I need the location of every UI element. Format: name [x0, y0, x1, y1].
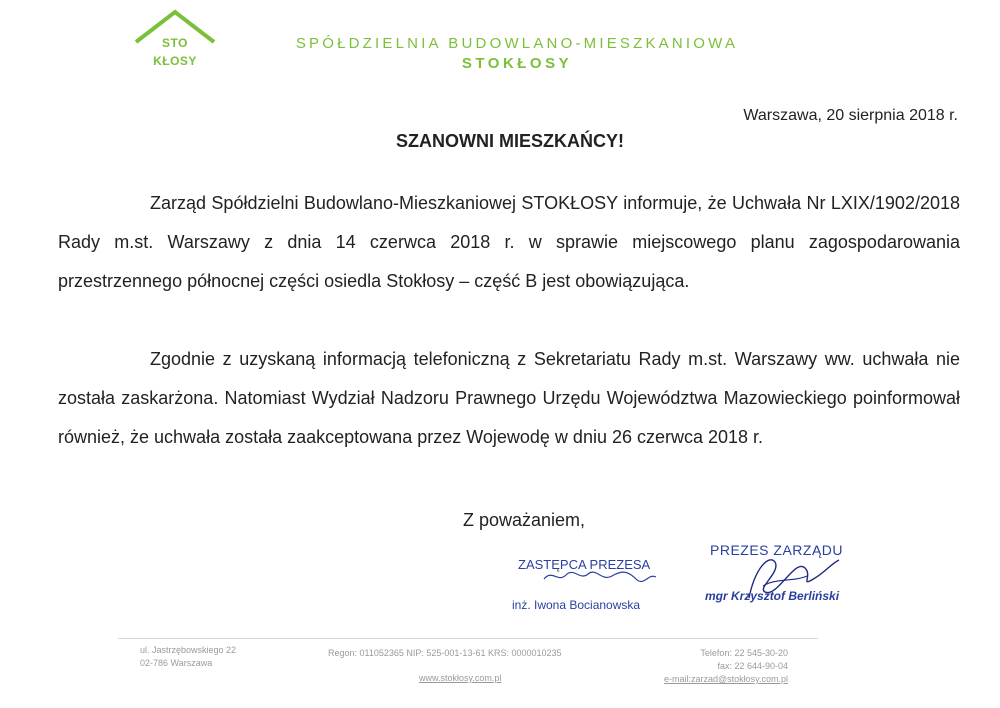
cooperative-short-name: STOKŁOSY [461, 55, 573, 72]
logo-text-bottom: KŁOSY [153, 54, 197, 68]
footer-phone: Telefon: 22 545-30-20 [700, 648, 788, 658]
paragraph-text: Zgodnie z uzyskaną informacją telefoniczną z Sekretariatu Rady m.st. Warszawy ww. uchwała nie została zaskarżona. Natomiast Wydział Nadzoru Prawnego Urzędu Województwa Mazowieckiego poinformował również, że uchwała została zaakceptowana przez Wojewodę w dniu 26 czerwca 2018 r. [58, 349, 960, 447]
footer-email-link[interactable]: e-mail:zarzad@stokłosy.com.pl [663, 674, 788, 684]
letter-date: Warszawa, 20 sierpnia 2018 r. [743, 107, 958, 124]
paragraph-text: Zarząd Spółdzielni Budowlano-Mieszkaniowej STOKŁOSY informuje, że Uchwała Nr LXIX/1902/2018 Rady m.st. Warszawy z dnia 14 czerwca 2018 r. w sprawie miejscowego planu zagospodarowania przestrzennego północnej części osiedla Stokłosy – część B jest obowiązująca. [58, 193, 960, 291]
footer-divider [118, 638, 818, 639]
footer-address-city: 02-786 Warszawa [140, 658, 213, 668]
footer-website-link[interactable]: www.stokłosy.com.pl [419, 673, 502, 683]
logo-text-top: STO [162, 36, 188, 50]
letter-paragraph-2 [58, 340, 960, 457]
cooperative-logo [130, 8, 220, 70]
signature-left-title: ZASTĘPCA PREZESA [518, 557, 651, 572]
cooperative-name: SPÓŁDZIELNIA BUDOWLANO-MIESZKANIOWA [295, 35, 739, 52]
footer-fax: fax: 22 644-90-04 [717, 661, 788, 671]
letter-salutation: SZANOWNI MIESZKAŃCY! [396, 131, 624, 151]
signature-right-name: mgr Krzysztof Berliński [705, 589, 840, 603]
letter-closing: Z poważaniem, [463, 510, 586, 530]
footer-address-street: ul. Jastrzębowskiego 22 [140, 645, 237, 655]
signature-left-name: inż. Iwona Bocianowska [512, 598, 641, 612]
footer-registry: Regon: 011052365 NIP: 525-001-13-61 KRS: 0000010235 [328, 648, 562, 658]
signature-left-scribble [540, 565, 660, 587]
signature-right-title: PREZES ZARZĄDU [710, 542, 844, 558]
letter-paragraph-1 [58, 184, 960, 301]
